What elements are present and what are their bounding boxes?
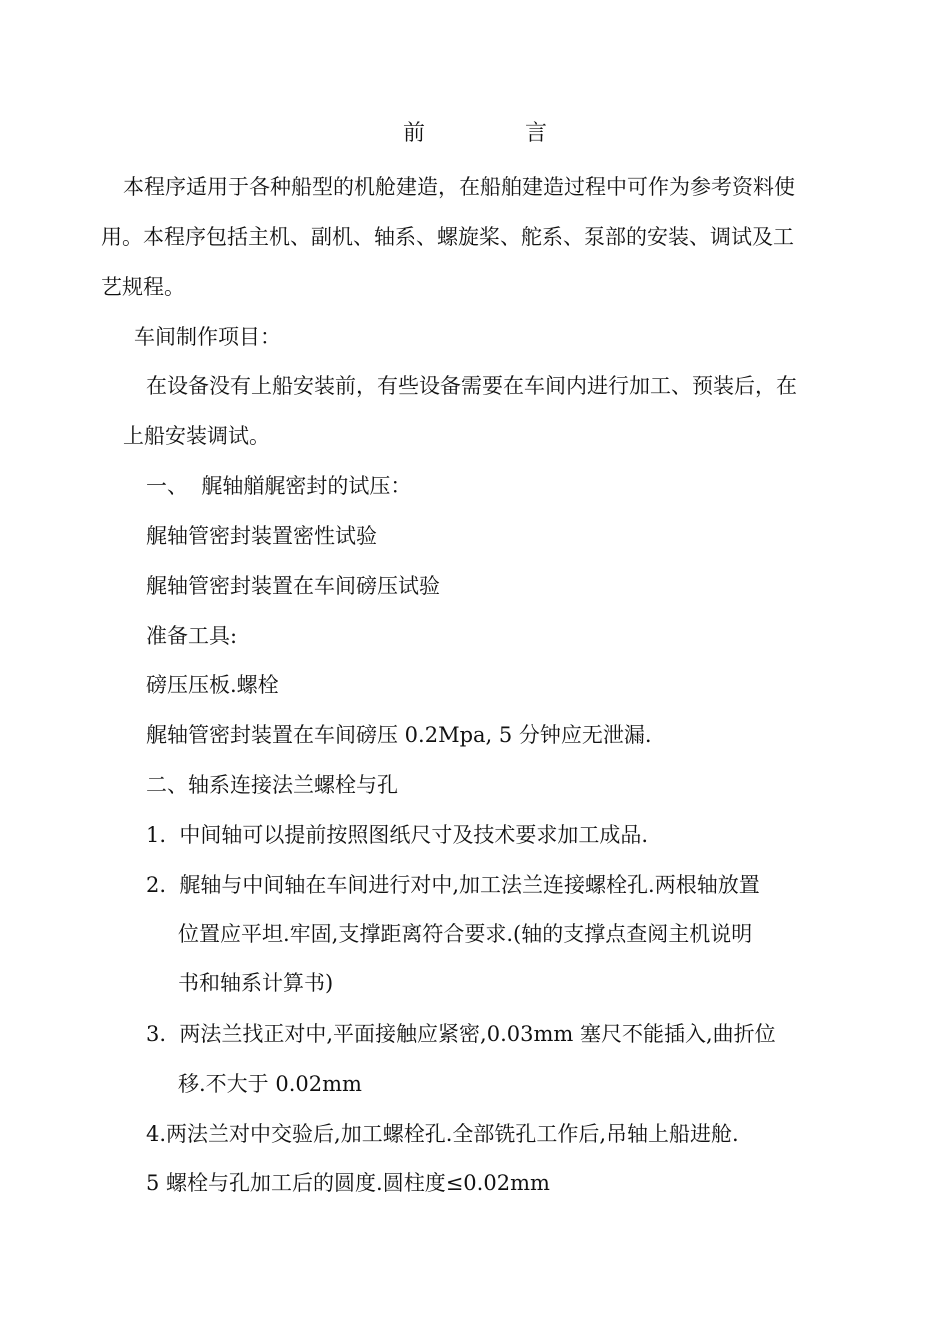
intro-line-1: 本程序适用于各种船型的机舱建造，在船舶建造过程中可作为参考资料使 xyxy=(123,175,795,199)
section-1-heading: 一、 艉轴艏艉密封的试压： xyxy=(146,474,412,498)
workshop-heading: 车间制作项目： xyxy=(134,325,281,349)
section-2-heading: 二、轴系连接法兰螺栓与孔 xyxy=(146,773,398,797)
page-title xyxy=(0,118,950,150)
title-char-2: 言 xyxy=(525,121,548,146)
section-1-item: 艉轴管密封装置在车间磅压试验 xyxy=(146,574,440,598)
intro-line-2: 用。本程序包括主机、副机、轴系、螺旋桨、舵系、泵部的安装、调试及工 xyxy=(101,225,794,249)
workshop-desc-line-2: 上船安装调试。 xyxy=(123,424,270,448)
section-1-item: 准备工具: xyxy=(146,624,238,648)
section-1-item: 磅压压板.螺栓 xyxy=(146,673,279,697)
section-2-item-2-line-1: 2. 艉轴与中间轴在车间进行对中,加工法兰连接螺栓孔.两根轴放置 xyxy=(146,873,760,897)
intro-line-3: 艺规程。 xyxy=(101,275,185,299)
section-2-item-2-line-3: 书和轴系计算书) xyxy=(178,971,334,995)
section-2-item-3-line-1: 3. 两法兰找正对中,平面接触应紧密,0.03mm 塞尺不能插入,曲折位 xyxy=(146,1022,776,1046)
section-2-item-3-line-2: 移.不大于 0.02mm xyxy=(178,1072,362,1096)
section-2-item-4: 4.两法兰对中交验后,加工螺栓孔.全部铣孔工作后,吊轴上船进舱. xyxy=(146,1122,739,1146)
title-char-1: 前 xyxy=(402,121,425,146)
workshop-desc-line-1: 在设备没有上船安装前，有些设备需要在车间内进行加工、预装后，在 xyxy=(146,374,797,398)
section-2-item-1: 1. 中间轴可以提前按照图纸尺寸及技术要求加工成品. xyxy=(146,823,649,847)
section-1-item: 艉轴管密封装置密性试验 xyxy=(146,524,377,548)
section-1-item: 艉轴管密封装置在车间磅压 0.2Mpa, 5 分钟应无泄漏. xyxy=(146,723,652,747)
section-2-item-2-line-2: 位置应平坦.牢固,支撑距离符合要求.(轴的支撑点查阅主机说明 xyxy=(178,922,753,946)
section-2-item-5: 5 螺栓与孔加工后的圆度.圆柱度≤0.02mm xyxy=(146,1171,550,1195)
